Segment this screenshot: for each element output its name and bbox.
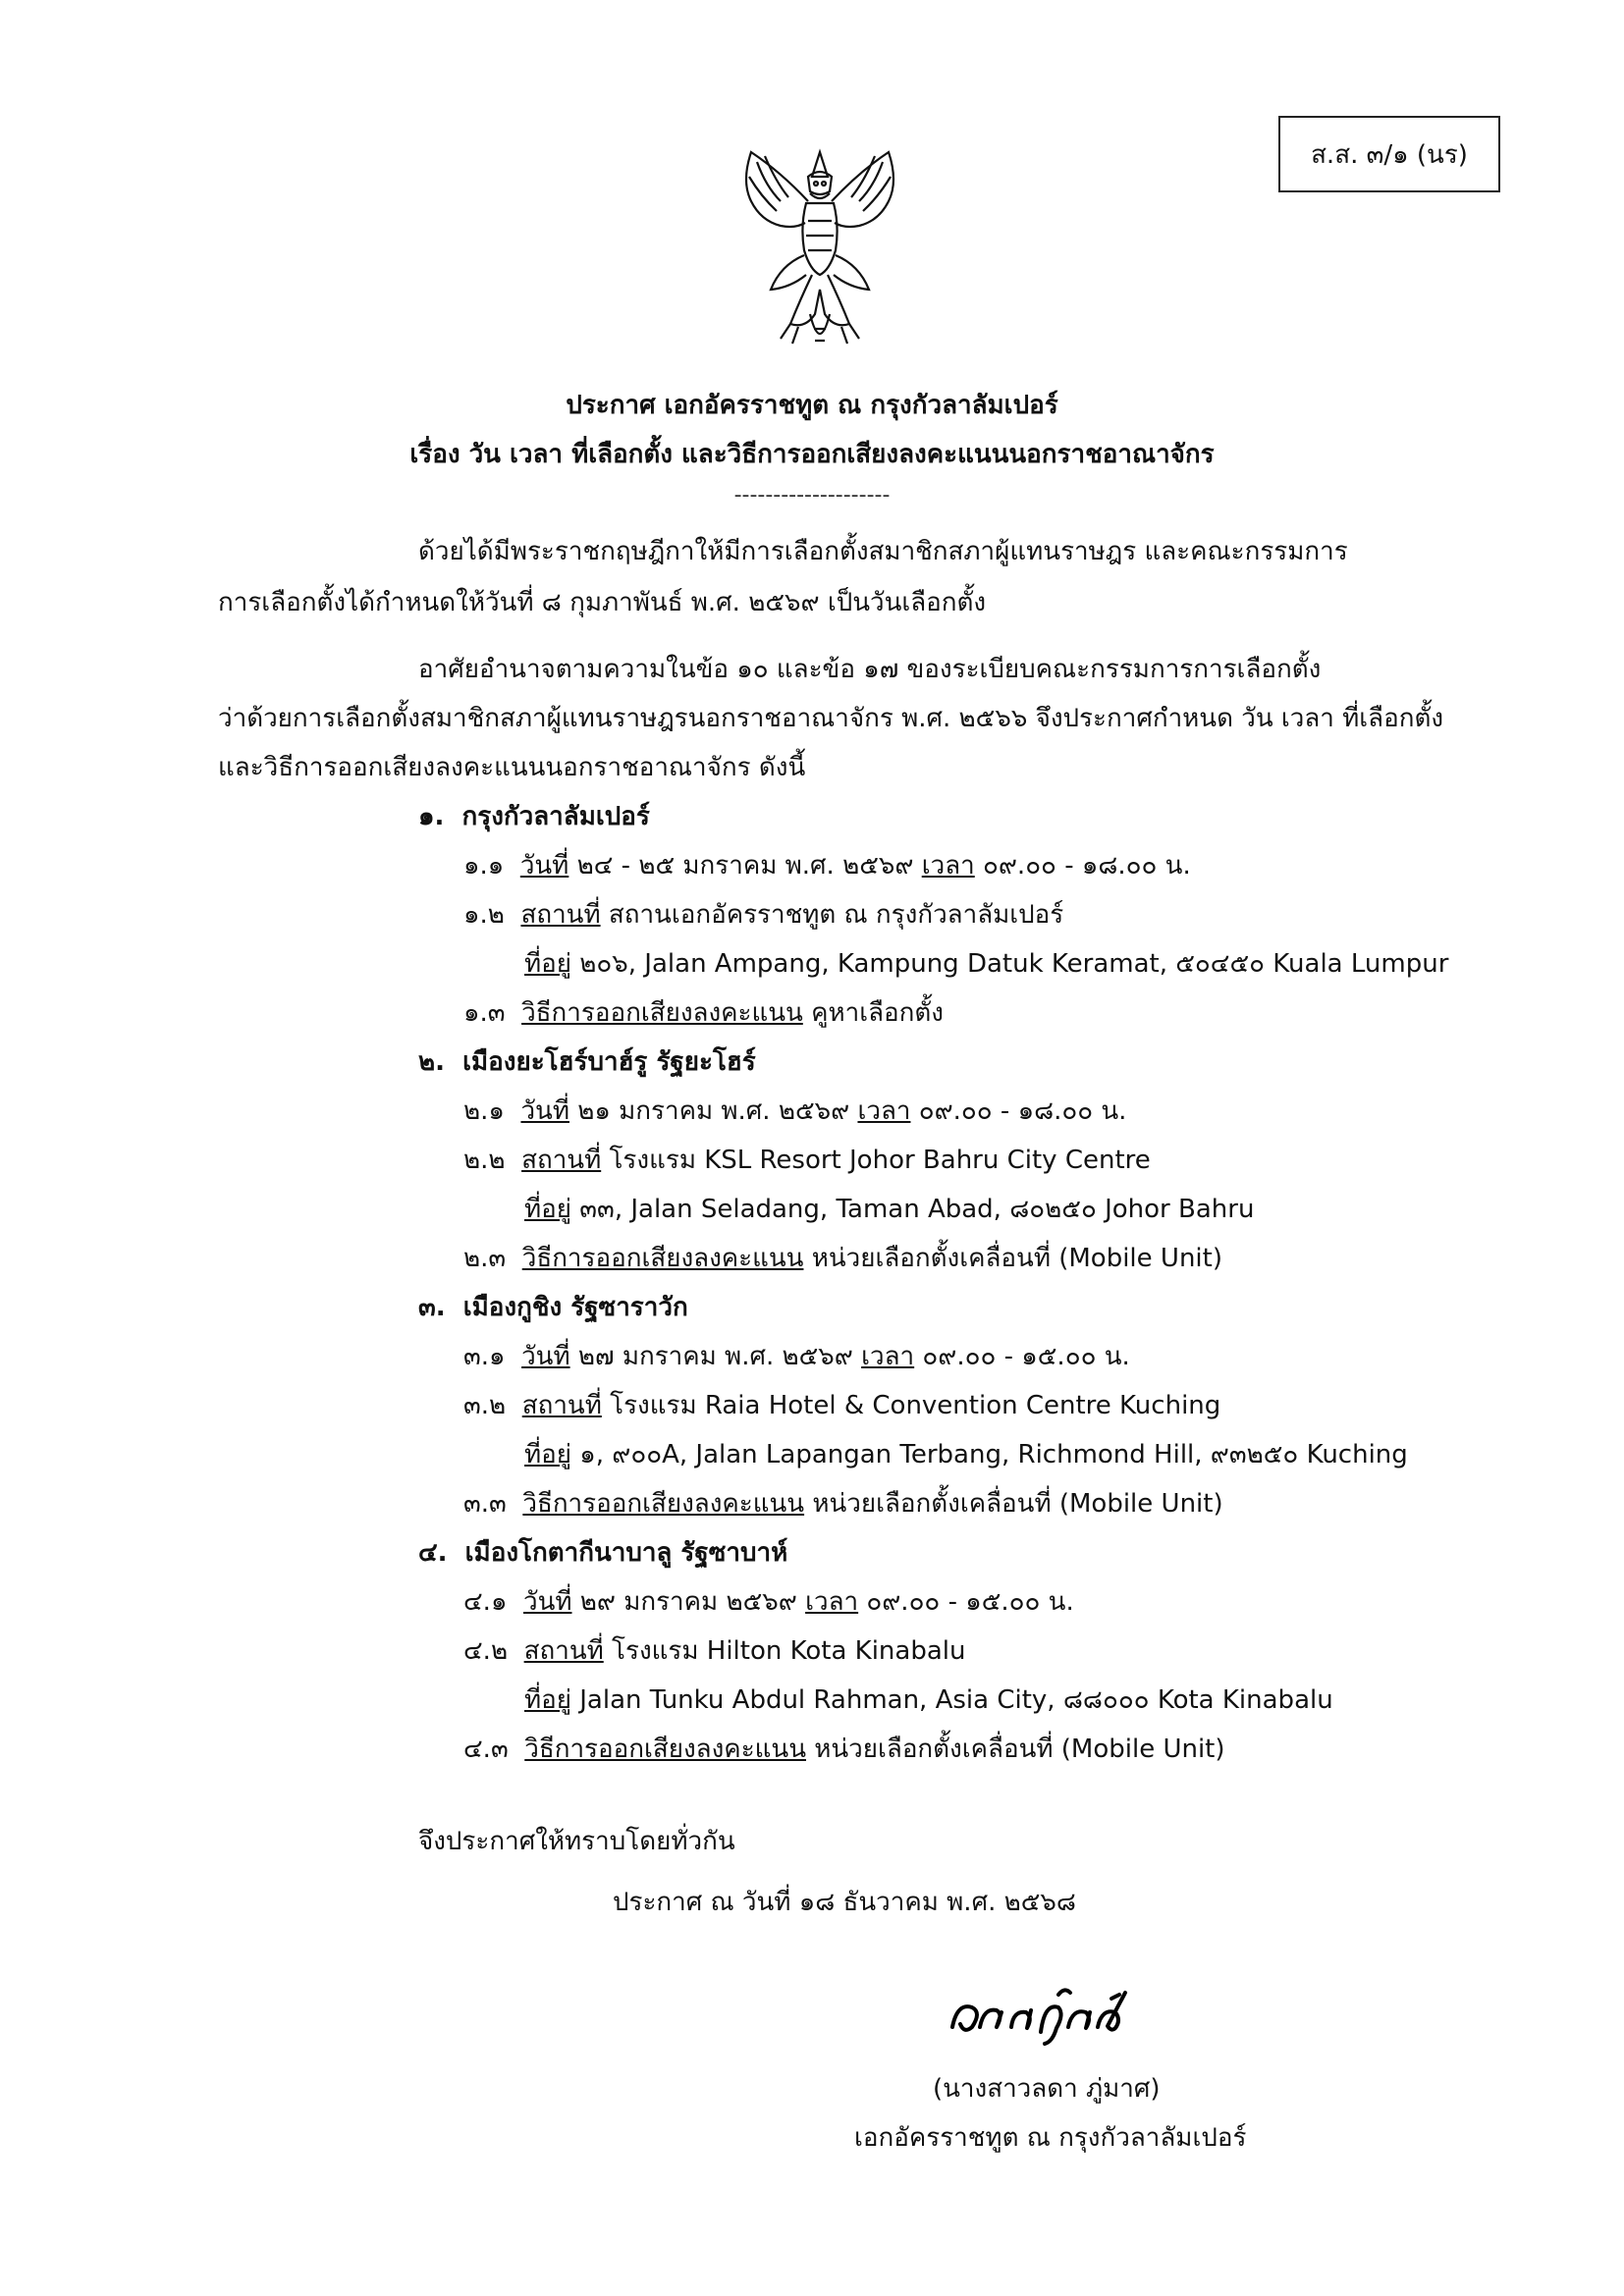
section-date: ๒.๑ วันที่ ๒๑ มกราคม พ.ศ. ๒๕๖๙ เวลา ๐๙.๐๐ - ๑๘.๐๐ น. <box>463 1096 1127 1126</box>
closing-announcement: จึงประกาศให้ทราบโดยทั่วกัน <box>418 1827 735 1856</box>
section-date: ๔.๑ วันที่ ๒๙ มกราคม ๒๕๖๙ เวลา ๐๙.๐๐ - ๑๕.๐๐ น. <box>463 1587 1074 1617</box>
section-place: ๔.๒ สถานที่ โรงแรม Hilton Kota Kinabalu <box>463 1636 966 1666</box>
announcement-date: ประกาศ ณ วันที่ ๑๘ ธันวาคม พ.ศ. ๒๕๖๘ <box>613 1888 1076 1917</box>
form-code-box <box>1278 116 1500 192</box>
section-place: ๒.๒ สถานที่ โรงแรม KSL Resort Johor Bahru City Centre <box>463 1146 1151 1175</box>
document-subject: เรื่อง วัน เวลา ที่เลือกตั้ง และวิธีการออกเสียงลงคะแนนนอกราชอาณาจักร <box>409 440 1215 469</box>
title-separator: -------------------- <box>733 483 891 507</box>
paragraph-2-line-1: อาศัยอำนาจตามความในข้อ ๑๐ และข้อ ๑๗ ของระเบียบคณะกรรมการการเลือกตั้ง <box>418 655 1322 684</box>
handwritten-signature <box>943 1973 1139 2052</box>
form-code: ส.ส. ๓/๑ (นร) <box>1311 139 1468 170</box>
section-heading: ๑. กรุงกัวลาลัมเปอร์ <box>418 802 650 831</box>
signer-name: (นางสาวลดา ภู่มาศ) <box>933 2074 1161 2104</box>
paragraph-1-line-2: การเลือกตั้งได้กำหนดให้วันที่ ๘ กุมภาพันธ์ พ.ศ. ๒๕๖๙ เป็นวันเลือกตั้ง <box>218 588 987 617</box>
section-method: ๑.๓ วิธีการออกเสียงลงคะแนน คูหาเลือกตั้ง <box>463 998 944 1028</box>
section-address: ที่อยู่ ๑, ๙๐๐A, Jalan Lapangan Terbang, Richmond Hill, ๙๓๒๕๐ Kuching <box>524 1440 1408 1469</box>
section-place: ๓.๒ สถานที่ โรงแรม Raia Hotel & Convention Centre Kuching <box>463 1391 1221 1420</box>
section-heading: ๒. เมืองยะโฮร์บาฮ์รู รัฐยะโฮร์ <box>418 1047 756 1077</box>
paragraph-2-line-2: ว่าด้วยการเลือกตั้งสมาชิกสภาผู้แทนราษฎรนอกราชอาณาจักร พ.ศ. ๒๕๖๖ จึงประกาศกำหนด วัน เวลา ที่เลือกตั้ง <box>218 704 1444 733</box>
paragraph-1-line-1: ด้วยได้มีพระราชกฤษฎีกาให้มีการเลือกตั้งสมาชิกสภาผู้แทนราษฎร และคณะกรรมการ <box>418 537 1348 566</box>
section-address: ที่อยู่ ๒๐๖, Jalan Ampang, Kampung Datuk Keramat, ๕๐๔๕๐ Kuala Lumpur <box>524 949 1449 979</box>
section-date: ๓.๑ วันที่ ๒๗ มกราคม พ.ศ. ๒๕๖๙ เวลา ๐๙.๐๐ - ๑๕.๐๐ น. <box>463 1342 1130 1371</box>
garuda-emblem-icon <box>722 133 918 368</box>
section-address: ที่อยู่ ๓๓, Jalan Seladang, Taman Abad, ๘๐๒๕๐ Johor Bahru <box>524 1195 1255 1224</box>
section-place: ๑.๒ สถานที่ สถานเอกอัครราชทูต ณ กรุงกัวลาลัมเปอร์ <box>463 900 1064 930</box>
section-heading: ๔. เมืองโกตากีนาบาลู รัฐซาบาห์ <box>418 1538 788 1568</box>
signer-title: เอกอัครราชทูต ณ กรุงกัวลาลัมเปอร์ <box>854 2123 1247 2153</box>
section-date: ๑.๑ วันที่ ๒๔ - ๒๕ มกราคม พ.ศ. ๒๕๖๙ เวลา ๐๙.๐๐ - ๑๘.๐๐ น. <box>463 851 1191 881</box>
section-method: ๓.๓ วิธีการออกเสียงลงคะแนน หน่วยเลือกตั้งเคลื่อนที่ (Mobile Unit) <box>463 1489 1223 1519</box>
section-method: ๔.๓ วิธีการออกเสียงลงคะแนน หน่วยเลือกตั้งเคลื่อนที่ (Mobile Unit) <box>463 1735 1225 1764</box>
section-method: ๒.๓ วิธีการออกเสียงลงคะแนน หน่วยเลือกตั้งเคลื่อนที่ (Mobile Unit) <box>463 1244 1222 1273</box>
document-title: ประกาศ เอกอัครราชทูต ณ กรุงกัวลาลัมเปอร์ <box>566 391 1058 420</box>
paragraph-2-line-3: และวิธีการออกเสียงลงคะแนนนอกราชอาณาจักร ดังนี้ <box>218 753 806 782</box>
section-address: ที่อยู่ Jalan Tunku Abdul Rahman, Asia City, ๘๘๐๐๐ Kota Kinabalu <box>524 1685 1333 1715</box>
section-heading: ๓. เมืองกูชิง รัฐซาราวัก <box>418 1293 688 1322</box>
